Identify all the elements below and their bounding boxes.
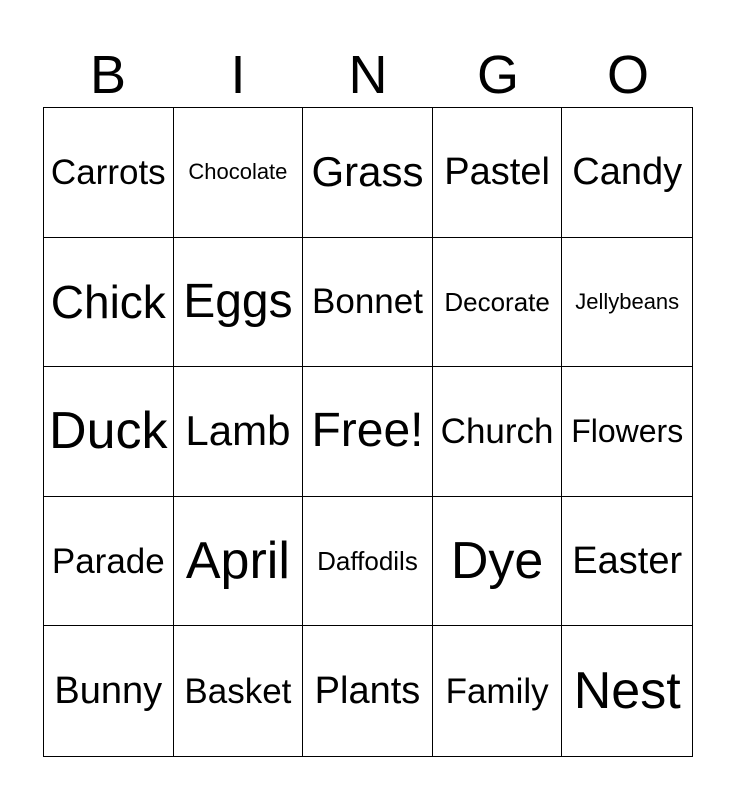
bingo-cell[interactable] [44,108,174,238]
cell-label: Eggs [183,274,293,328]
cell-label: Chocolate [188,159,288,185]
header-letter-i: I [230,45,246,105]
bingo-cell[interactable] [303,238,433,368]
header-letter-g: G [476,45,519,105]
cell-label: Pastel [444,151,550,194]
header-letter-n: N [348,45,388,105]
cell-label: Easter [572,540,683,583]
cell-label: Family [445,671,549,711]
bingo-cell[interactable] [433,108,563,238]
free-space-cell[interactable] [303,367,433,497]
cell-label: Church [440,411,554,451]
cell-label: Basket [184,671,292,711]
cell-label: Carrots [50,152,166,192]
cell-label: Bunny [54,670,163,713]
cell-label: Daffodils [317,546,418,577]
cell-label: Flowers [571,413,684,450]
bingo-board [43,107,693,757]
cell-label: Dye [450,532,544,591]
bingo-cell[interactable] [562,497,692,627]
cell-label: Grass [311,148,424,196]
bingo-cell[interactable] [44,238,174,368]
cell-label: Plants [314,670,421,713]
bingo-cell[interactable] [44,497,174,627]
bingo-cell[interactable] [174,367,304,497]
bingo-cell[interactable] [433,626,563,756]
bingo-cell[interactable] [44,626,174,756]
header-letter-b: B [89,45,127,105]
cell-label: Candy [572,151,683,194]
bingo-cell[interactable] [562,367,692,497]
header-letter-o: O [606,45,649,105]
cell-label: Lamb [185,407,291,455]
cell-label: Jellybeans [575,288,680,314]
bingo-cell[interactable] [44,367,174,497]
bingo-cell[interactable] [433,367,563,497]
bingo-cell[interactable] [562,108,692,238]
bingo-cell[interactable] [433,497,563,627]
cell-label: Free! [311,404,424,458]
bingo-cell[interactable] [174,108,304,238]
bingo-cell[interactable] [303,108,433,238]
bingo-cell[interactable] [174,238,304,368]
bingo-cell[interactable] [562,626,692,756]
bingo-cell[interactable] [174,497,304,627]
bingo-cell[interactable] [174,626,304,756]
cell-label: April [185,532,290,591]
cell-label: Nest [573,662,681,721]
bingo-cell[interactable] [433,238,563,368]
cell-label: Decorate [444,286,550,317]
cell-label: Duck [49,402,168,461]
bingo-header [43,44,693,106]
bingo-cell[interactable] [562,238,692,368]
cell-label: Bonnet [312,282,423,322]
bingo-cell[interactable] [303,497,433,627]
bingo-cell[interactable] [303,626,433,756]
cell-label: Chick [50,275,166,328]
cell-label: Parade [51,541,165,581]
